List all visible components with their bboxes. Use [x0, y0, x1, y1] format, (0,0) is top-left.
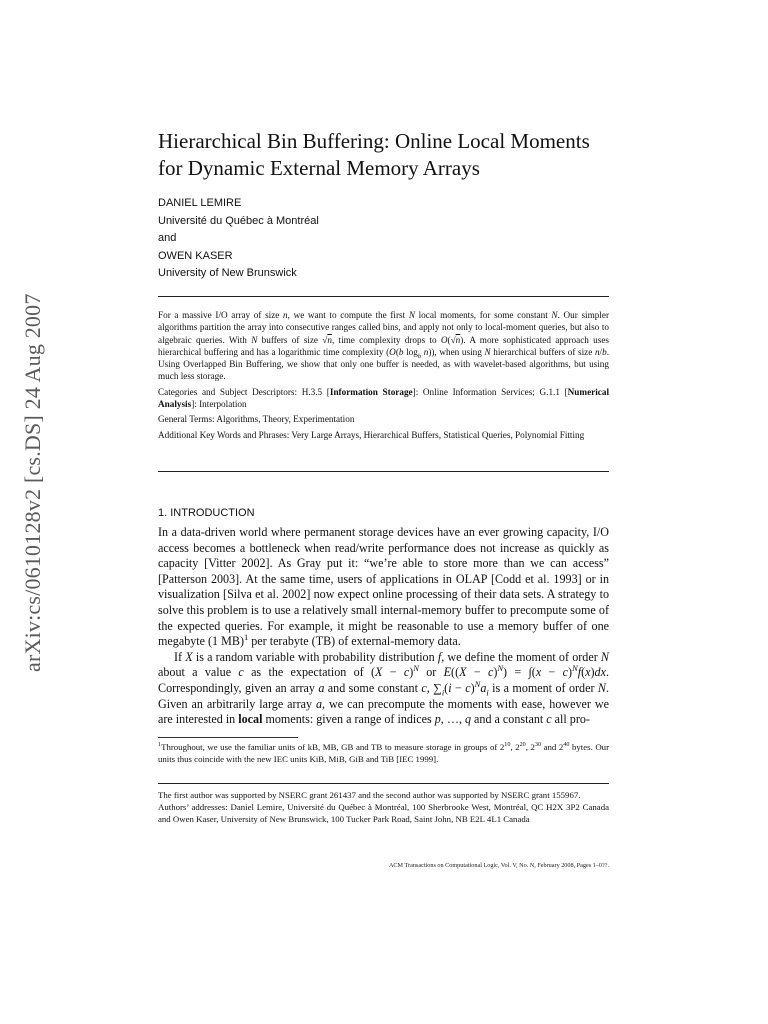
author-name-2: OWEN KASER	[158, 249, 233, 262]
footnote-rule	[158, 737, 298, 738]
keywords: Additional Key Words and Phrases: Very Large Arrays, Hierarchical Buffers, Statistical Queries, Polynomial Fitting	[158, 429, 585, 440]
title-line-2: for Dynamic External Memory Arrays	[158, 156, 480, 180]
abstract	[158, 309, 609, 444]
title-line-1: Hierarchical Bin Buffering: Online Local Moments	[158, 129, 590, 153]
author-name-1: DANIEL LEMIRE	[158, 197, 242, 209]
footnote: $^1$Throughout, we use the familiar units of kB, MB, GB and TB to measure storage in groups of $2^{10}$, $2^{20}$, $2^{30}$ and $2^{40}$ bytes. Our units thus coincide with the new IEC units KiB, MiB, GiB and TiB [IEC 1999].	[158, 742, 609, 764]
author-affiliation-2: University of New Brunswick	[158, 267, 297, 279]
author-and: and	[158, 232, 177, 244]
author-affiliation-1: Université du Québec à Montréal	[158, 214, 319, 227]
categories: Categories and Subject Descriptors: H.3.5 [Information Storage]: Online Information Services; G.1.1 [Numerical Analysis]: Interpolation	[158, 386, 610, 410]
abstract-text: For a massive I/O array of size n, we want to compute the first N local moments, for some constant N. Our simpler algorithms partition the array into consecutive ranges called bins, and apply not only to local-moment queries, but also to algebraic queries. With N buffers of size √n, time complexity drops to O(√n). A more sophisticated approach uses hierarchical buffering and has a logarithmic time complexity (O(b $\log_b n$)), when using N hierarchical buffers of size n/b. Using Overlapped Bin Buffering, we show that only one buffer is needed, as with wavelet-based algorithms, but using much less storage.	[158, 310, 610, 382]
intro-paragraph-1: In a data-driven world where permanent storage devices have an ever growing capacity, I/O access becomes a bottleneck when read/write performance does not increase as quickly as capacity [Vitter 2002]. As Gray put it: “we’re able to store more than we can access” [Patterson 2003]. At the same time, users of applications in OLAP [Codd et al. 1993] or in visualization [Silva et al. 2002] now expect online processing of their data sets. A strategy to solve this problem is to use a relatively small internal-memory buffer to precompute some of the expected queries. For example, it might be reasonable to use a memory buffer of one megabyte (1 MB)$^1$ per terabyte (TB) of external-memory data.	[158, 525, 609, 649]
abstract-top-rule	[158, 296, 609, 297]
intro-body	[158, 525, 609, 728]
intro-paragraph-2: If X is a random variable with probability distribution f, we define the moment of order N about a value c as the expectation of $(X - c)^N$ or $E((X - c)^N) = \int(x - c)^Nf(x)dx$. Correspondingly, given an array a and some constant c, $\sum_i(i - c)^Na_i$ is a moment of order N. Given an arbitrarily large array a, we can precompute the moments with ease, however we are interested in local moments: given a range of indices p, …, q and a constant c all pro-	[158, 649, 610, 727]
paper-title	[158, 128, 618, 182]
funding-rule	[158, 783, 609, 784]
funding-text: The first author was supported by NSERC grant 261437 and the second author was supported by NSERC grant 155967.	[158, 790, 581, 800]
section-heading: 1. INTRODUCTION	[158, 507, 255, 519]
abstract-bottom-rule	[158, 471, 609, 472]
author-addresses: Authors’ addresses: Daniel Lemire, Université du Québec à Montréal, 100 Sherbrooke West, Montréal, QC H2X 3P2 Canada and Owen Kaser, University of New Brunswick, 100 Tucker Park Road, Saint John, NB E2L 4L1 Canada	[158, 802, 609, 824]
general-terms: General Terms: Algorithms, Theory, Experimentation	[158, 414, 355, 425]
funding-block	[158, 789, 609, 825]
arxiv-stamp: arXiv:cs/0610128v2 [cs.DS] 24 Aug 2007	[20, 293, 45, 672]
journal-footer: ACM Transactions on Computational Logic, Vol. V, No. N, February 2008, Pages 1–0??.	[388, 862, 609, 869]
author-block	[158, 195, 319, 283]
